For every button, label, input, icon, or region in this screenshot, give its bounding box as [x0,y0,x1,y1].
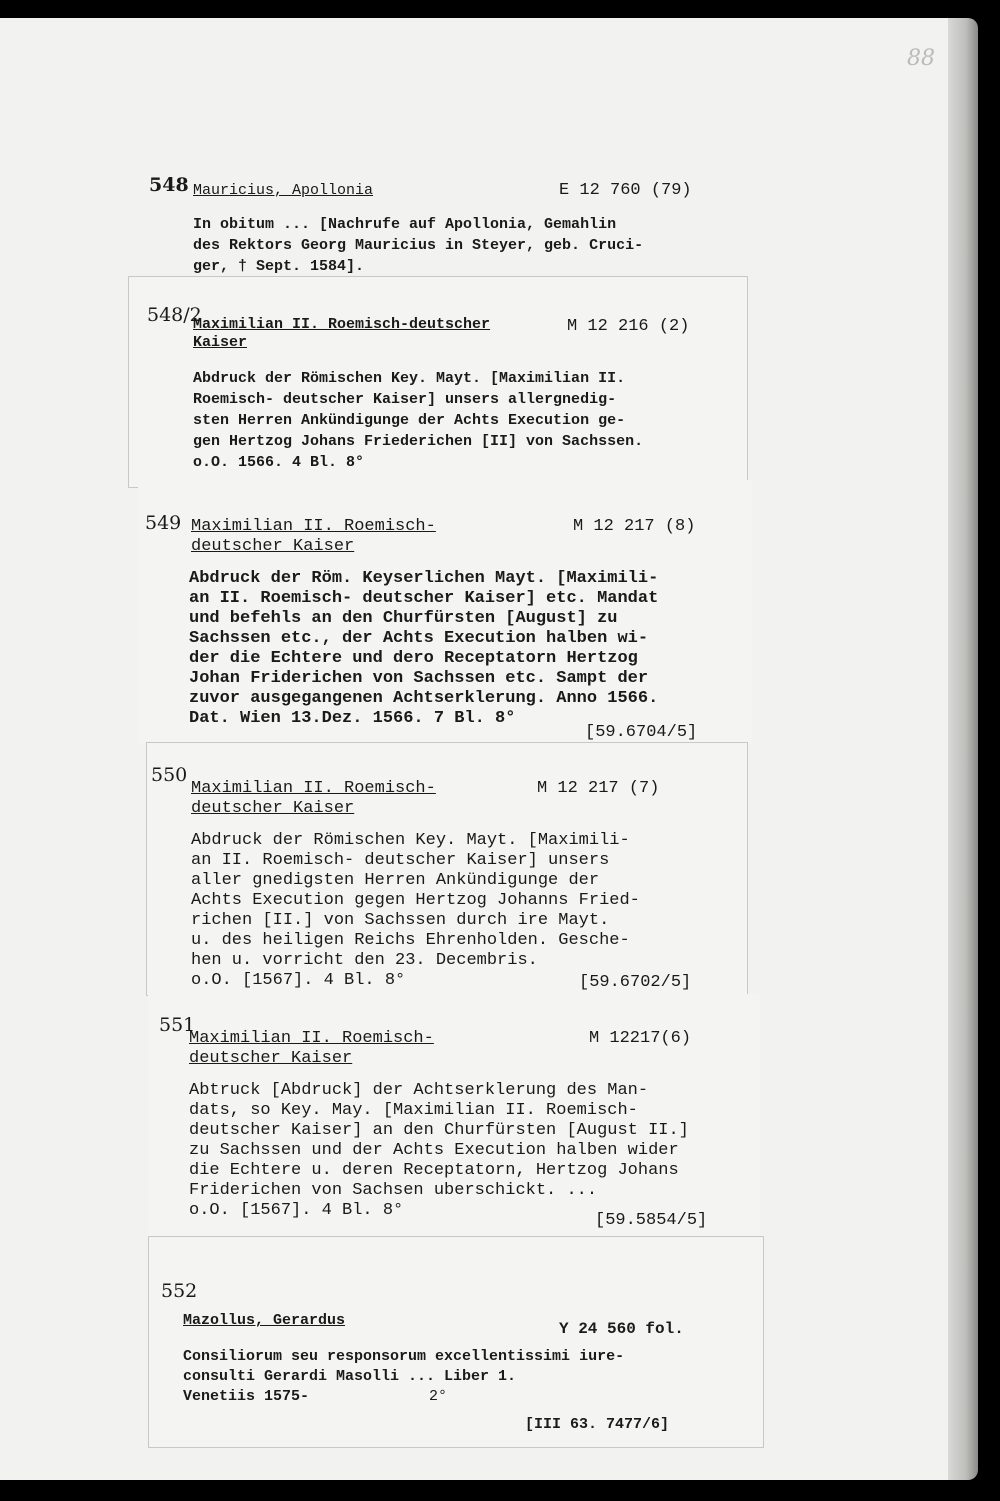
call-number: [59.5854/5] [595,1211,708,1230]
entry-heading: Mazollus, Gerardus [183,1312,346,1329]
call-number: [59.6704/5] [585,723,698,742]
entry-line: dats, so Key. May. [Maximilian II. Roemisch- [189,1101,638,1120]
entry-line: Abdruck der Römischen Key. Mayt. [Maximili- [191,831,630,850]
entry-line: o.O. 1566. 4 Bl. 8° [193,454,365,471]
entry-line: und befehls an den Churfürsten [August] zu [189,609,618,628]
entry-line: aller gnedigsten Herren Ankündigunge der [191,871,600,890]
entry-heading-line2: deutscher Kaiser [191,799,355,818]
shelfmark: M 12 216 (2) [567,317,690,336]
entry-line: zu Sachssen und der Achts Execution halben wider [189,1141,679,1160]
entry-line: Dat. Wien 13.Dez. 1566. 7 Bl. 8° [189,709,516,728]
entry-heading-line1: Maximilian II. Roemisch-deutscher [193,316,491,333]
entry-line: consulti Gerardi Masolli ... Liber 1. [183,1368,517,1385]
call-number: [III 63. 7477/6] [525,1416,670,1433]
entry-line: Achts Execution gegen Hertzog Johanns Fried- [191,891,640,910]
catalog-card-551 [148,994,760,1240]
entry-line: Johan Friderichen von Sachssen etc. Sampt der [189,669,649,688]
catalog-card-550 [146,742,748,996]
entry-heading-line2: deutscher Kaiser [189,1049,353,1068]
entry-line: Venetiis 1575- [183,1388,310,1405]
catalog-card-549 [138,480,752,744]
format-mark: 2° [429,1388,448,1405]
entry-line: In obitum ... [Nachrufe auf Apollonia, Gemahlin [193,216,617,233]
entry-heading-line2: deutscher Kaiser [191,537,355,556]
shelfmark: M 12 217 (7) [537,779,660,798]
entry-line: Consiliorum seu responsorum excellentissimi iure- [183,1348,625,1365]
shelfmark: Y 24 560 fol. [559,1320,684,1338]
entry-line: deutscher Kaiser] an den Churfürsten [August II.] [189,1121,689,1140]
entry-line: Abtruck [Abdruck] der Achtserklerung des Man- [189,1081,649,1100]
catalog-card-548 [148,136,740,298]
entry-line: des Rektors Georg Mauricius in Steyer, geb. Cruci- [193,237,644,254]
entry-line: Roemisch- deutscher Kaiser] unsers allergnedig- [193,391,617,408]
catalog-card-552 [148,1236,764,1448]
entry-heading-line1: Maximilian II. Roemisch- [191,517,436,536]
entry-number: 551 [159,1014,196,1036]
entry-line: zuvor ausgegangenen Achtserklerung. Anno 1566. [189,689,659,708]
entry-number: 548 [149,174,189,196]
entry-line: an II. Roemisch- deutscher Kaiser] unsers [191,851,610,870]
entry-line: hen u. vorricht den 23. Decembris. [191,951,538,970]
entry-line: an II. Roemisch- deutscher Kaiser] etc. Mandat [189,589,659,608]
entry-line: sten Herren Ankündigunge der Achts Execution ge- [193,412,626,429]
entry-line: Sachssen etc., der Achts Execution halben wi- [189,629,649,648]
entry-line: Abdruck der Röm. Keyserlichen Mayt. [Maximili- [189,569,659,588]
entry-heading-line1: Maximilian II. Roemisch- [191,779,436,798]
entry-line: Friderichen von Sachsen uberschickt. ... [189,1181,598,1200]
folio-number: 88 [907,46,935,71]
entry-number: 549 [145,512,182,534]
entry-line: o.O. [1567]. 4 Bl. 8° [189,1201,404,1220]
entry-number: 550 [151,764,188,786]
catalog-card-548-2 [128,276,748,488]
shelfmark: E 12 760 (79) [559,181,692,200]
call-number: [59.6702/5] [579,973,692,992]
entry-line: gen Hertzog Johans Friederichen [II] von Sachssen. [193,433,644,450]
entry-heading-line2: Kaiser [193,334,248,351]
entry-line: u. des heiligen Reichs Ehrenholden. Gesche- [191,931,630,950]
shelfmark: M 12 217 (8) [573,517,696,536]
catalog-page [0,18,975,1480]
entry-number: 548/2 [147,304,202,326]
entry-heading-line1: Maximilian II. Roemisch- [189,1029,434,1048]
entry-line: richen [II.] von Sachssen durch ire Mayt. [191,911,610,930]
entry-line: o.O. [1567]. 4 Bl. 8° [191,971,406,990]
entry-line: Abdruck der Römischen Key. Mayt. [Maximilian II. [193,370,626,387]
entry-line: die Echtere u. deren Receptatorn, Hertzog Johans [189,1161,679,1180]
entry-number: 552 [161,1280,198,1302]
entry-line: ger, † Sept. 1584]. [193,258,365,275]
entry-line: der die Echtere und dero Receptatorn Hertzog [189,649,638,668]
shelfmark: M 12217(6) [589,1029,692,1048]
entry-heading: Mauricius, Apollonia [193,182,374,199]
page-edge [948,18,978,1480]
